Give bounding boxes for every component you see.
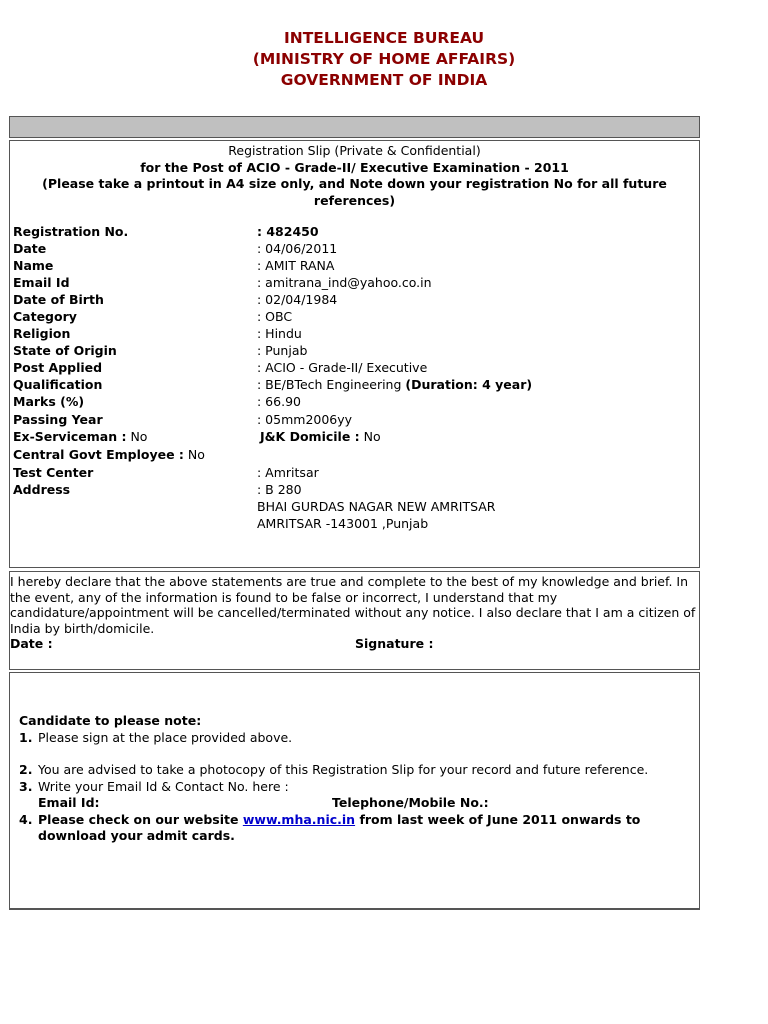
field-label: Category	[13, 309, 77, 324]
slip-instruction: (Please take a printout in A4 size only, and Note down your registration No for all future references)	[42, 176, 667, 208]
field-label: Religion	[13, 326, 71, 341]
field-row-registration-no	[13, 223, 319, 240]
address-line1: : B 280	[257, 482, 302, 497]
field-value: : AMIT RANA	[257, 258, 335, 273]
field-label: Date of Birth	[13, 292, 104, 307]
exserviceman-value: No	[130, 429, 148, 444]
header-government: GOVERNMENT OF INDIA	[280, 71, 488, 89]
field-value: : 482450	[257, 224, 319, 239]
note-text-post: from last week of June 2011 onwards to download your admit cards.	[38, 811, 641, 843]
telephone-label: Telephone/Mobile No.:	[332, 795, 489, 810]
note-item-1	[19, 730, 689, 747]
field-label: Post Applied	[13, 360, 103, 375]
slip-title: Registration Slip (Private & Confidential)	[228, 143, 481, 158]
field-row-state	[13, 342, 308, 359]
field-row-marks	[13, 393, 301, 410]
field-value: : ACIO - Grade-II/ Executive	[257, 360, 428, 375]
field-value-group	[257, 376, 532, 393]
declaration-date-label: Date :	[10, 636, 53, 651]
field-label: Date	[13, 241, 47, 256]
note-item-2	[19, 762, 689, 779]
field-row-category	[13, 308, 293, 325]
field-value: : BE/BTech Engineering	[257, 377, 402, 392]
notes-box	[9, 672, 700, 909]
jk-domicile-group	[260, 428, 381, 445]
slip-title-block	[10, 143, 699, 209]
bottom-divider	[9, 909, 700, 910]
field-row-religion	[13, 325, 302, 342]
field-row-qualification	[13, 376, 533, 393]
address-line3: AMRITSAR -143001 ,Punjab	[257, 516, 429, 531]
field-label: Registration No.	[13, 224, 129, 239]
central-govt-label: Central Govt Employee :	[13, 447, 184, 462]
field-row-central-govt	[13, 446, 205, 463]
field-label: Name	[13, 258, 54, 273]
declaration-box	[9, 571, 700, 670]
website-link[interactable]: www.mha.nic.in	[242, 811, 356, 827]
registration-details-box	[9, 140, 700, 568]
email-id-label: Email Id:	[38, 795, 100, 810]
notes-block	[19, 713, 689, 845]
address-line2: BHAI GURDAS NAGAR NEW AMRITSAR	[257, 499, 496, 514]
contact-fields-row	[19, 795, 689, 812]
notes-spacer	[19, 746, 689, 762]
note-number: 4.	[19, 811, 33, 827]
field-label: Email Id	[13, 275, 70, 290]
field-row-passing-year	[13, 411, 353, 428]
field-value: : 02/04/1984	[257, 292, 338, 307]
test-center-label: Test Center	[13, 465, 94, 480]
note-text: Write your Email Id & Contact No. here :	[38, 778, 289, 794]
field-label: Marks (%)	[13, 394, 85, 409]
field-label: Qualification	[13, 377, 103, 392]
field-row-date	[13, 240, 338, 257]
test-center-value: : Amritsar	[257, 465, 319, 480]
declaration-text: I hereby declare that the above statements are true and complete to the best of my knowledge and brief. In the event, any of the information is found to be false or incorrect, I understand that my candidature/appointment will be cancelled/terminated without any notice. I also declare that I am a citizen of India by birth/domicile.	[10, 574, 696, 636]
page-header	[0, 28, 768, 91]
field-value: : OBC	[257, 309, 293, 324]
field-label: State of Origin	[13, 343, 117, 358]
jk-domicile-value: No	[363, 429, 381, 444]
field-value: : 04/06/2011	[257, 241, 338, 256]
field-value: : amitrana_ind@yahoo.co.in	[257, 275, 432, 290]
note-number: 3.	[19, 778, 33, 794]
declaration-signature-label: Signature :	[355, 636, 434, 651]
field-row-test-center	[13, 464, 319, 481]
header-ministry: (MINISTRY OF HOME AFFAIRS)	[252, 50, 516, 68]
declaration-sign-row	[10, 636, 699, 652]
note-item-4	[19, 812, 689, 845]
address-label: Address	[13, 482, 71, 497]
note-text: You are advised to take a photocopy of this Registration Slip for your record and future reference.	[38, 762, 649, 777]
field-row-dob	[13, 291, 338, 308]
field-row-post	[13, 359, 428, 376]
qualification-duration: (Duration: 4 year)	[405, 377, 533, 392]
field-value: : Hindu	[257, 326, 302, 341]
field-value: : Punjab	[257, 343, 308, 358]
note-text: Please sign at the place provided above.	[38, 729, 293, 745]
jk-domicile-label: J&K Domicile :	[260, 429, 360, 444]
slip-subtitle: for the Post of ACIO - Grade-II/ Executive Examination - 2011	[140, 159, 569, 175]
exserviceman-label: Ex-Serviceman :	[13, 429, 127, 444]
field-row-address	[13, 481, 302, 498]
header-grey-bar	[9, 116, 700, 138]
field-row-exserviceman	[13, 428, 693, 445]
note-text-pre: Please check on our website	[38, 811, 239, 827]
note-number: 2.	[19, 762, 33, 777]
central-govt-value: No	[187, 447, 205, 462]
field-value: : 05mm2006yy	[257, 412, 353, 427]
note-number: 1.	[19, 729, 33, 745]
note-item-3	[19, 779, 689, 796]
header-org: INTELLIGENCE BUREAU	[283, 29, 485, 47]
notes-heading: Candidate to please note:	[19, 713, 202, 728]
field-value: : 66.90	[257, 394, 301, 409]
field-row-email	[13, 274, 432, 291]
declaration-block	[10, 574, 699, 652]
field-row-name	[13, 257, 335, 274]
field-label: Passing Year	[13, 412, 103, 427]
